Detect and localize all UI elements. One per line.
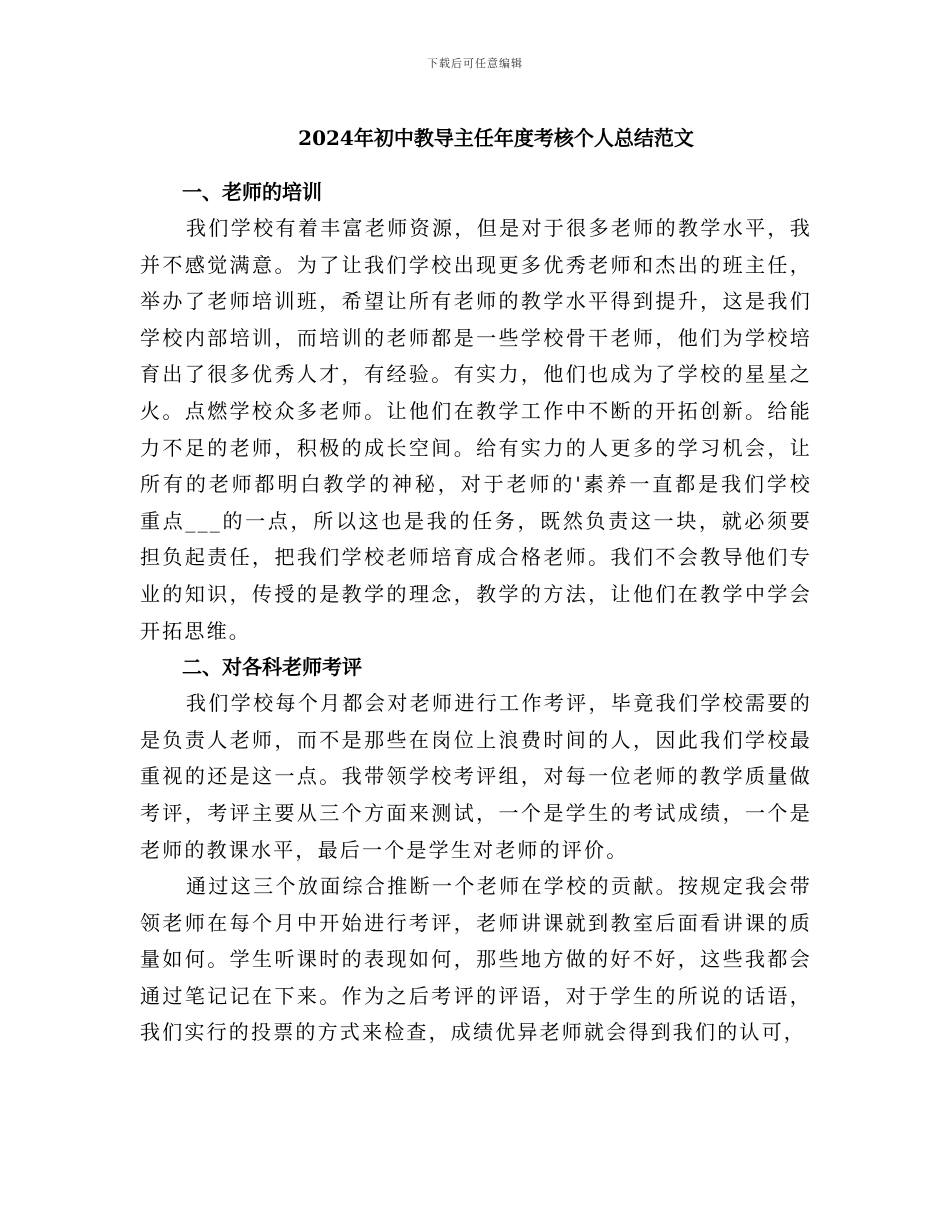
document-body (140, 120, 812, 1051)
section-heading-evaluation: 二、对各科老师考评 (182, 655, 362, 680)
paragraph-evaluation-2: 通过这三个放面综合推断一个老师在学校的贡献。按规定我会带领老师在每个月中开始进行考评，老师讲课就到教室后面看讲课的质量如何。学生听课时的表现如何，那些地方做的好不好，这些我都会通过笔记记在下来。作为之后考评的评语，对于学生的所说的话语，我们实行的投票的方式来检查，成绩优异老师就会得到我们的认可， (140, 874, 812, 1045)
paragraph-evaluation-1: 我们学校每个月都会对老师进行工作考评，毕竟我们学校需要的是负责人老师，而不是那些在岗位上浪费时间的人，因此我们学校最重视的还是这一点。我带领学校考评组，对每一位老师的教学质量做考评，考评主要从三个方面来测试，一个是学生的考试成绩，一个是老师的教课水平，最后一个是学生对老师的评价。 (140, 691, 812, 862)
header-note: 下载后可任意编辑 (427, 57, 523, 70)
document-title: 2024年初中教导主任年度考核个人总结范文 (298, 126, 694, 150)
section-heading-training: 一、老师的培训 (182, 180, 322, 204)
paragraph-training: 我们学校有着丰富老师资源，但是对于很多老师的教学水平，我并不感觉满意。为了让我们学校出现更多优秀老师和杰出的班主任，举办了老师培训班，希望让所有老师的教学水平得到提升，这是我们学校内部培训，而培训的老师都是一些学校骨干老师，他们为学校培育出了很多优秀人才，有经验。有实力，他们也成为了学校的星星之火。点燃学校众多老师。让他们在教学工作中不断的开拓创新。给能力不足的老师，积极的成长空间。给有实力的人更多的学习机会，让所有的老师都明白教学的神秘，对于老师的'素养一直都是我们学校重点___的一点，所以这也是我的任务，既然负责这一块，就必须要担负起责任，把我们学校老师培育成合格老师。我们不会教导他们专业的知识，传授的是教学的理念，教学的方法，让他们在教学中学会开拓思维。 (140, 216, 812, 643)
